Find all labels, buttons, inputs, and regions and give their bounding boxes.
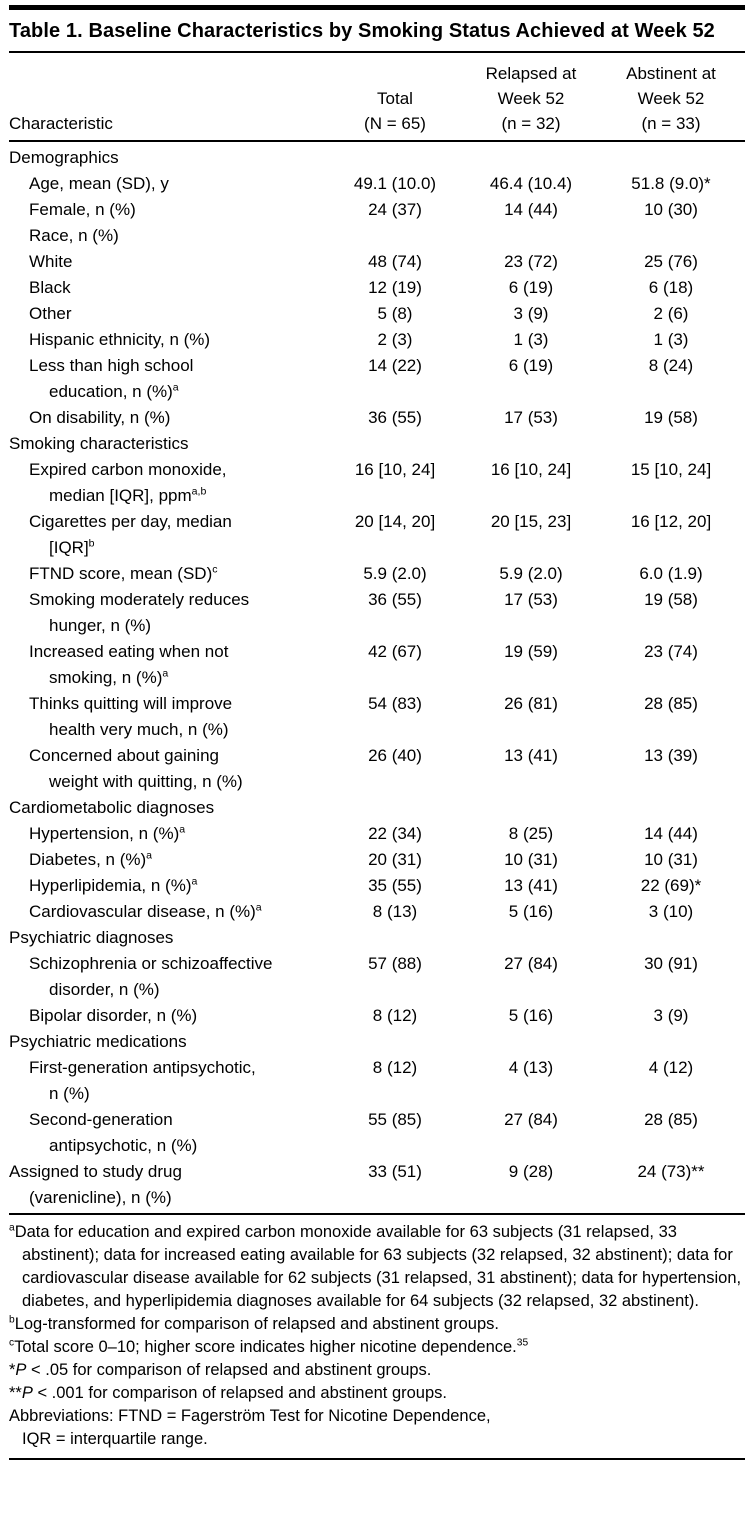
- value-relapsed: 8 (25): [508, 824, 554, 843]
- row-label: Hyperlipidemia, n (%)$^a$: [29, 875, 198, 895]
- section-label: Demographics: [9, 148, 119, 167]
- table-row: [9, 353, 745, 405]
- table-row: [9, 327, 745, 353]
- value-relapsed: 27 (84): [504, 1110, 558, 1129]
- value-total: 33 (51): [368, 1162, 422, 1181]
- footnote: $^a$Data for education and expired carbon monoxide available for 63 subjects (31 relapsed, 33 abstinent); data for increased eating available for 63 subjects (32 relapsed, 32 abstinent); data for cardiovascular disease available for 62 subjects (31 relapsed, 31 abstinent); data for hypertension, diabetes, and hyperlipidemia diagnoses available for 64 subjects (32 relapsed, 32 abstinent).: [9, 1222, 742, 1310]
- table-row: [9, 561, 745, 587]
- table-row: [9, 509, 745, 561]
- table-row: [9, 1159, 745, 1211]
- column-header-relapsed: Relapsed at Week 52 (n = 32): [485, 64, 577, 133]
- row-label: Increased eating when not smoking, n (%)$^a$: [29, 642, 229, 687]
- table-row: [9, 821, 745, 847]
- value-relapsed: 4 (13): [508, 1058, 554, 1077]
- section-label: Cardiometabolic diagnoses: [9, 798, 215, 817]
- table-header-row: [9, 53, 745, 142]
- section-label: Psychiatric diagnoses: [9, 928, 174, 947]
- row-label: Race, n (%): [29, 226, 119, 245]
- value-relapsed: 10 (31): [504, 850, 558, 869]
- value-total: 5.9 (2.0): [363, 564, 427, 583]
- value-abstinent: 51.8 (9.0)*: [631, 174, 711, 193]
- value-total: 24 (37): [368, 200, 422, 219]
- table-row: [9, 873, 745, 899]
- table-row: [9, 899, 745, 925]
- section-header-row: [9, 431, 745, 457]
- table-row: [9, 951, 745, 1003]
- value-relapsed: 19 (59): [504, 642, 558, 661]
- value-relapsed: 13 (41): [504, 746, 558, 765]
- row-label: FTND score, mean (SD)$^c$: [29, 563, 218, 583]
- value-relapsed: 5 (16): [508, 902, 554, 921]
- value-abstinent: 19 (58): [644, 590, 698, 609]
- row-label: Second-generation antipsychotic, n (%): [29, 1110, 198, 1155]
- value-abstinent: 25 (76): [644, 252, 698, 271]
- value-relapsed: 5.9 (2.0): [499, 564, 563, 583]
- value-relapsed: 16 [10, 24]: [490, 460, 572, 479]
- value-abstinent: 28 (85): [644, 694, 698, 713]
- value-total: 14 (22): [368, 356, 422, 375]
- table-row: [9, 1003, 745, 1029]
- value-abstinent: 16 [12, 20]: [630, 512, 712, 531]
- value-total: 8 (12): [372, 1006, 418, 1025]
- value-abstinent: 3 (10): [648, 902, 694, 921]
- value-relapsed: 13 (41): [504, 876, 558, 895]
- row-label: Cardiovascular disease, n (%)$^a$: [29, 901, 262, 921]
- value-abstinent: 19 (58): [644, 408, 698, 427]
- section-label: Smoking characteristics: [9, 434, 189, 453]
- value-total: 36 (55): [368, 590, 422, 609]
- row-label: Expired carbon monoxide, median [IQR], ppm$^{a,b}$: [29, 460, 227, 505]
- row-label: Cigarettes per day, median [IQR]$^b$: [29, 512, 232, 557]
- value-total: 54 (83): [368, 694, 422, 713]
- table-row: [9, 249, 745, 275]
- value-relapsed: 27 (84): [504, 954, 558, 973]
- table-row: [9, 457, 745, 509]
- footnote: **P < .001 for comparison of relapsed and abstinent groups.: [9, 1384, 447, 1402]
- value-abstinent: 10 (30): [644, 200, 698, 219]
- footnote: *P < .05 for comparison of relapsed and abstinent groups.: [9, 1361, 432, 1379]
- value-abstinent: 14 (44): [644, 824, 698, 843]
- row-label: Schizophrenia or schizoaffective disorder, n (%): [29, 954, 273, 999]
- table-footnotes: [9, 1215, 745, 1460]
- value-abstinent: 3 (9): [653, 1006, 689, 1025]
- value-total: 22 (34): [368, 824, 422, 843]
- value-abstinent: 2 (6): [653, 304, 689, 323]
- value-total: 5 (8): [377, 304, 413, 323]
- value-total: 26 (40): [368, 746, 422, 765]
- row-label: Hypertension, n (%)$^a$: [29, 823, 186, 843]
- table-row: [9, 405, 745, 431]
- value-total: 8 (12): [372, 1058, 418, 1077]
- value-abstinent: 13 (39): [644, 746, 698, 765]
- table-row: [9, 275, 745, 301]
- value-abstinent: 4 (12): [648, 1058, 694, 1077]
- value-abstinent: 22 (69)*: [640, 876, 702, 895]
- value-abstinent: 28 (85): [644, 1110, 698, 1129]
- row-label: Bipolar disorder, n (%): [29, 1006, 198, 1025]
- value-abstinent: 8 (24): [648, 356, 694, 375]
- value-total: 57 (88): [368, 954, 422, 973]
- value-total: 12 (19): [368, 278, 422, 297]
- table-row: [9, 1055, 745, 1107]
- value-relapsed: 5 (16): [508, 1006, 554, 1025]
- footnote: $^c$Total score 0–10; higher score indicates higher nicotine dependence.$^{35}$: [9, 1337, 529, 1356]
- value-total: 16 [10, 24]: [354, 460, 436, 479]
- value-abstinent: 6.0 (1.9): [639, 564, 703, 583]
- section-header-row: [9, 925, 745, 951]
- section-header-row: [9, 1029, 745, 1055]
- row-label: Concerned about gaining weight with quitting, n (%): [29, 746, 243, 791]
- value-total: 49.1 (10.0): [353, 174, 437, 193]
- value-relapsed: 3 (9): [513, 304, 549, 323]
- table-row: [9, 587, 745, 639]
- row-label: Diabetes, n (%)$^a$: [29, 849, 153, 869]
- table-row: [9, 197, 745, 223]
- value-total: 2 (3): [377, 330, 413, 349]
- table-row: [9, 691, 745, 743]
- row-label: Female, n (%): [29, 200, 136, 219]
- column-header-abstinent: Abstinent at Week 52 (n = 33): [626, 64, 716, 133]
- column-header-characteristic: Characteristic: [9, 114, 113, 133]
- value-abstinent: 30 (91): [644, 954, 698, 973]
- table-row: [9, 171, 745, 197]
- row-label: On disability, n (%): [29, 408, 171, 427]
- row-label: Less than high school education, n (%)$^a$: [29, 356, 194, 401]
- value-abstinent: 1 (3): [653, 330, 689, 349]
- value-relapsed: 23 (72): [504, 252, 558, 271]
- row-label: White: [29, 252, 73, 271]
- value-relapsed: 20 [15, 23]: [490, 512, 572, 531]
- value-relapsed: 17 (53): [504, 590, 558, 609]
- value-relapsed: 17 (53): [504, 408, 558, 427]
- table-title: Table 1. Baseline Characteristics by Smoking Status Achieved at Week 52: [9, 10, 745, 53]
- table-row: [9, 1107, 745, 1159]
- row-label: Other: [29, 304, 72, 323]
- value-total: 35 (55): [368, 876, 422, 895]
- row-label: Hispanic ethnicity, n (%): [29, 330, 211, 349]
- value-total: 36 (55): [368, 408, 422, 427]
- row-label: First-generation antipsychotic, n (%): [29, 1058, 256, 1103]
- value-abstinent: 10 (31): [644, 850, 698, 869]
- column-header-total: Total (N = 65): [364, 89, 426, 133]
- section-label: Psychiatric medications: [9, 1032, 187, 1051]
- value-total: 20 (31): [368, 850, 422, 869]
- value-total: 8 (13): [372, 902, 418, 921]
- baseline-characteristics-table: [9, 5, 745, 1460]
- row-label: Black: [29, 278, 71, 297]
- row-label: Age, mean (SD), y: [29, 174, 169, 193]
- section-header-row: [9, 145, 745, 171]
- row-label: Thinks quitting will improve health very much, n (%): [29, 694, 233, 739]
- value-relapsed: 14 (44): [504, 200, 558, 219]
- value-relapsed: 6 (19): [508, 278, 554, 297]
- value-relapsed: 46.4 (10.4): [489, 174, 573, 193]
- section-header-row: [9, 795, 745, 821]
- value-total: 48 (74): [368, 252, 422, 271]
- table-row: [9, 743, 745, 795]
- value-relapsed: 9 (28): [508, 1162, 554, 1181]
- row-label: Smoking moderately reduces hunger, n (%): [29, 590, 250, 635]
- row-label: Assigned to study drug (varenicline), n (%): [9, 1162, 182, 1207]
- footnote: Abbreviations: FTND = Fagerström Test for Nicotine Dependence, IQR = interquartile range.: [9, 1407, 491, 1448]
- value-abstinent: 15 [10, 24]: [630, 460, 712, 479]
- table-row: [9, 847, 745, 873]
- table-body: [9, 142, 745, 1215]
- table-row: [9, 639, 745, 691]
- value-abstinent: 6 (18): [648, 278, 694, 297]
- value-relapsed: 6 (19): [508, 356, 554, 375]
- footnote: $^b$Log-transformed for comparison of relapsed and abstinent groups.: [9, 1314, 499, 1333]
- table-row: [9, 301, 745, 327]
- value-total: 55 (85): [368, 1110, 422, 1129]
- value-abstinent: 24 (73)**: [637, 1162, 705, 1181]
- table-row: [9, 223, 745, 249]
- value-relapsed: 1 (3): [513, 330, 549, 349]
- value-total: 42 (67): [368, 642, 422, 661]
- value-total: 20 [14, 20]: [354, 512, 436, 531]
- value-relapsed: 26 (81): [504, 694, 558, 713]
- value-abstinent: 23 (74): [644, 642, 698, 661]
